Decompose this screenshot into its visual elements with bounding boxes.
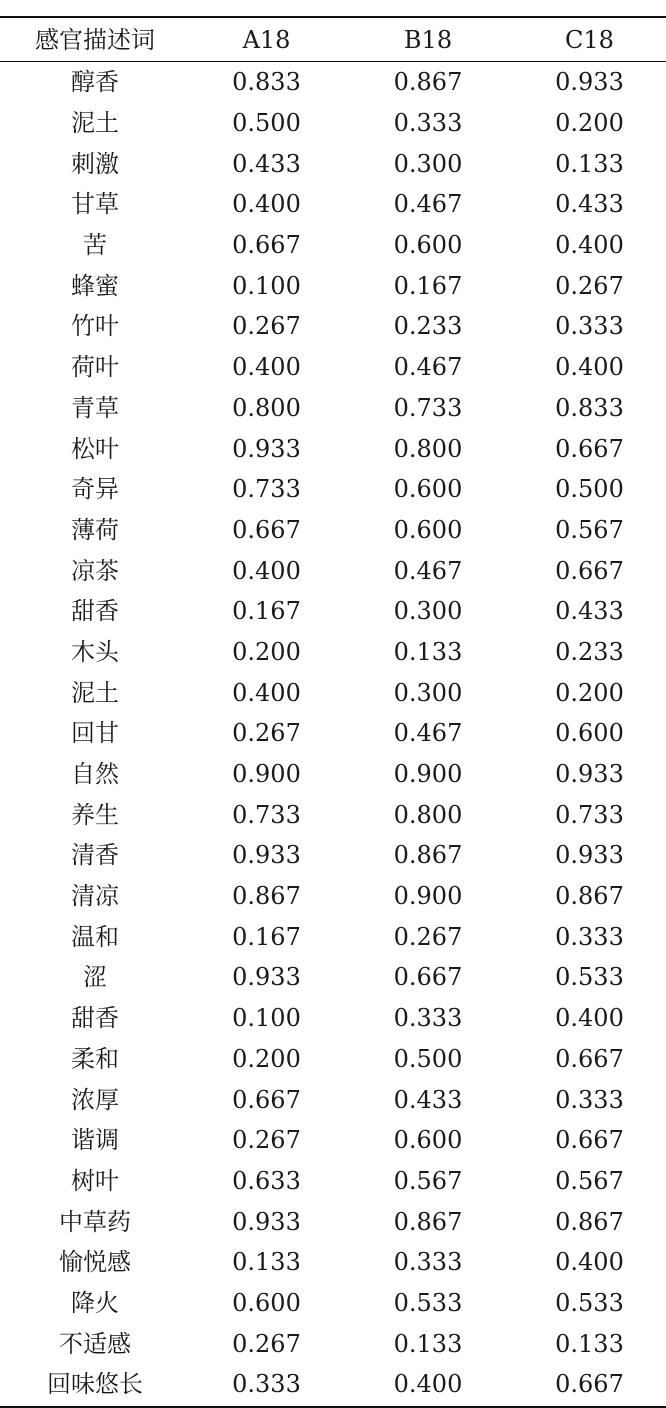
table-row — [0, 306, 666, 347]
a18-cell: 0.400 — [232, 353, 301, 382]
b18-cell: 0.433 — [393, 1085, 463, 1114]
b18-cell: 0.600 — [393, 515, 463, 544]
table-row — [0, 876, 666, 917]
b18-cell: 0.867 — [393, 841, 463, 870]
c18-cell: 0.933 — [555, 760, 624, 789]
b18-cell: 0.333 — [393, 1004, 463, 1033]
table-row — [0, 998, 666, 1039]
b18-cell: 0.733 — [393, 393, 463, 422]
b18-cell: 0.900 — [393, 760, 463, 789]
c18-cell: 0.933 — [555, 841, 624, 870]
table-row — [0, 1242, 666, 1283]
a18-cell: 0.733 — [232, 800, 301, 829]
a18-cell: 0.267 — [232, 1126, 301, 1155]
c18-cell: 0.933 — [555, 68, 624, 97]
descriptor-cell: 木头 — [71, 637, 119, 666]
b18-cell: 0.600 — [393, 231, 463, 260]
b18-cell: 0.867 — [393, 1207, 463, 1236]
table-row — [0, 103, 666, 144]
a18-cell: 0.200 — [232, 1044, 301, 1073]
descriptor-cell: 甘草 — [71, 190, 119, 219]
c18-cell: 0.667 — [555, 1370, 624, 1399]
a18-cell: 0.633 — [232, 1166, 301, 1195]
table-row — [0, 143, 666, 184]
descriptor-cell: 甜香 — [71, 1004, 119, 1033]
c18-cell: 0.200 — [555, 109, 624, 138]
a18-cell: 0.100 — [232, 271, 301, 300]
b18-cell: 0.167 — [393, 271, 463, 300]
table-row — [0, 713, 666, 754]
table-row — [0, 347, 666, 388]
c18-cell: 0.500 — [555, 475, 624, 504]
a18-cell: 0.833 — [232, 68, 301, 97]
a18-cell: 0.667 — [232, 1085, 301, 1114]
table-row — [0, 469, 666, 510]
c18-cell: 0.400 — [555, 1248, 624, 1277]
c18-cell: 0.667 — [555, 556, 624, 585]
b18-cell: 0.800 — [393, 800, 463, 829]
descriptor-cell: 浓厚 — [71, 1085, 119, 1114]
b18-cell: 0.300 — [393, 149, 463, 178]
b18-cell: 0.133 — [393, 637, 463, 666]
descriptor-cell: 降火 — [71, 1288, 119, 1317]
a18-cell: 0.167 — [232, 922, 301, 951]
b18-cell: 0.300 — [393, 678, 463, 707]
table-row — [0, 632, 666, 673]
table-row — [0, 1201, 666, 1242]
b18-cell: 0.333 — [393, 109, 463, 138]
a18-cell: 0.167 — [232, 597, 301, 626]
table-row — [0, 1323, 666, 1364]
b18-cell: 0.567 — [393, 1166, 463, 1195]
a18-cell: 0.600 — [232, 1288, 301, 1317]
table-row — [0, 754, 666, 795]
descriptor-cell: 自然 — [71, 760, 119, 789]
a18-cell: 0.400 — [232, 556, 301, 585]
b18-cell: 0.600 — [393, 1126, 463, 1155]
b18-cell: 0.133 — [393, 1329, 463, 1358]
c18-cell: 0.267 — [555, 271, 624, 300]
c18-cell: 0.867 — [555, 882, 624, 911]
header-b18: B18 — [403, 25, 453, 54]
a18-cell: 0.200 — [232, 637, 301, 666]
a18-cell: 0.933 — [232, 434, 301, 463]
descriptor-cell: 泥土 — [71, 678, 119, 707]
descriptor-cell: 清凉 — [71, 882, 119, 911]
c18-cell: 0.667 — [555, 1044, 624, 1073]
b18-cell: 0.500 — [393, 1044, 463, 1073]
a18-cell: 0.400 — [232, 190, 301, 219]
c18-cell: 0.333 — [555, 312, 624, 341]
b18-cell: 0.867 — [393, 68, 463, 97]
a18-cell: 0.400 — [232, 678, 301, 707]
b18-cell: 0.467 — [393, 556, 463, 585]
descriptor-cell: 泥土 — [71, 109, 119, 138]
table-row — [0, 835, 666, 876]
b18-cell: 0.667 — [393, 963, 463, 992]
descriptor-cell: 蜂蜜 — [71, 271, 119, 300]
c18-cell: 0.833 — [555, 393, 624, 422]
descriptor-cell: 涩 — [83, 963, 107, 992]
descriptor-cell: 温和 — [71, 922, 119, 951]
b18-cell: 0.233 — [393, 312, 463, 341]
a18-cell: 0.900 — [232, 760, 301, 789]
table-row — [0, 1120, 666, 1161]
table-row — [0, 225, 666, 266]
table-row — [0, 672, 666, 713]
descriptor-cell: 柔和 — [71, 1044, 119, 1073]
table-row — [0, 957, 666, 998]
a18-cell: 0.933 — [232, 841, 301, 870]
header-descriptor: 感官描述词 — [35, 25, 155, 54]
c18-cell: 0.733 — [555, 800, 624, 829]
c18-cell: 0.133 — [555, 1329, 624, 1358]
a18-cell: 0.933 — [232, 963, 301, 992]
table-row — [0, 1079, 666, 1120]
c18-cell: 0.200 — [555, 678, 624, 707]
b18-cell: 0.400 — [393, 1370, 463, 1399]
b18-cell: 0.533 — [393, 1288, 463, 1317]
table-row — [0, 62, 666, 103]
descriptor-cell: 回味悠长 — [47, 1370, 143, 1399]
a18-cell: 0.667 — [232, 515, 301, 544]
a18-cell: 0.500 — [232, 109, 301, 138]
table-row — [0, 916, 666, 957]
table-row — [0, 1283, 666, 1324]
table-row — [0, 428, 666, 469]
c18-cell: 0.533 — [555, 963, 624, 992]
table-row — [0, 265, 666, 306]
table-row — [0, 550, 666, 591]
table-row — [0, 388, 666, 429]
c18-cell: 0.233 — [555, 637, 624, 666]
table-row — [0, 1364, 666, 1405]
table-header-row — [0, 18, 666, 61]
descriptor-cell: 松叶 — [71, 434, 119, 463]
c18-cell: 0.400 — [555, 1004, 624, 1033]
descriptor-cell: 刺激 — [71, 149, 119, 178]
table-row — [0, 794, 666, 835]
header-a18: A18 — [242, 25, 291, 54]
table-row — [0, 591, 666, 632]
descriptor-cell: 薄荷 — [71, 515, 119, 544]
descriptor-cell: 树叶 — [71, 1166, 119, 1195]
descriptor-cell: 苦 — [83, 231, 107, 260]
table-row — [0, 184, 666, 225]
c18-cell: 0.433 — [555, 597, 624, 626]
c18-cell: 0.133 — [555, 149, 624, 178]
descriptor-cell: 奇异 — [71, 475, 119, 504]
descriptor-cell: 甜香 — [71, 597, 119, 626]
descriptor-cell: 青草 — [71, 393, 119, 422]
b18-cell: 0.600 — [393, 475, 463, 504]
a18-cell: 0.867 — [232, 882, 301, 911]
table-row — [0, 1039, 666, 1080]
table-body — [0, 62, 666, 1405]
b18-cell: 0.333 — [393, 1248, 463, 1277]
a18-cell: 0.733 — [232, 475, 301, 504]
c18-cell: 0.567 — [555, 515, 624, 544]
header-c18: C18 — [565, 25, 614, 54]
descriptor-cell: 清香 — [71, 841, 119, 870]
a18-cell: 0.433 — [232, 149, 301, 178]
b18-cell: 0.800 — [393, 434, 463, 463]
a18-cell: 0.667 — [232, 231, 301, 260]
b18-cell: 0.300 — [393, 597, 463, 626]
b18-cell: 0.467 — [393, 190, 463, 219]
c18-cell: 0.533 — [555, 1288, 624, 1317]
a18-cell: 0.933 — [232, 1207, 301, 1236]
a18-cell: 0.800 — [232, 393, 301, 422]
descriptor-cell: 养生 — [71, 800, 119, 829]
table-row — [0, 1161, 666, 1202]
b18-cell: 0.900 — [393, 882, 463, 911]
c18-cell: 0.333 — [555, 1085, 624, 1114]
c18-cell: 0.867 — [555, 1207, 624, 1236]
descriptor-cell: 不适感 — [59, 1329, 131, 1358]
a18-cell: 0.267 — [232, 719, 301, 748]
a18-cell: 0.333 — [232, 1370, 301, 1399]
c18-cell: 0.400 — [555, 231, 624, 260]
a18-cell: 0.100 — [232, 1004, 301, 1033]
b18-cell: 0.467 — [393, 719, 463, 748]
descriptor-cell: 谐调 — [71, 1126, 119, 1155]
descriptor-cell: 愉悦感 — [59, 1248, 131, 1277]
b18-cell: 0.267 — [393, 922, 463, 951]
descriptor-cell: 荷叶 — [71, 353, 119, 382]
b18-cell: 0.467 — [393, 353, 463, 382]
a18-cell: 0.267 — [232, 1329, 301, 1358]
descriptor-cell: 醇香 — [71, 68, 119, 97]
c18-cell: 0.433 — [555, 190, 624, 219]
c18-cell: 0.333 — [555, 922, 624, 951]
c18-cell: 0.667 — [555, 1126, 624, 1155]
c18-cell: 0.667 — [555, 434, 624, 463]
a18-cell: 0.267 — [232, 312, 301, 341]
descriptor-cell: 回甘 — [71, 719, 119, 748]
c18-cell: 0.400 — [555, 353, 624, 382]
a18-cell: 0.133 — [232, 1248, 301, 1277]
descriptor-cell: 中草药 — [59, 1207, 131, 1236]
c18-cell: 0.567 — [555, 1166, 624, 1195]
c18-cell: 0.600 — [555, 719, 624, 748]
table-row — [0, 510, 666, 551]
descriptor-cell: 凉茶 — [71, 556, 119, 585]
descriptor-cell: 竹叶 — [71, 312, 119, 341]
